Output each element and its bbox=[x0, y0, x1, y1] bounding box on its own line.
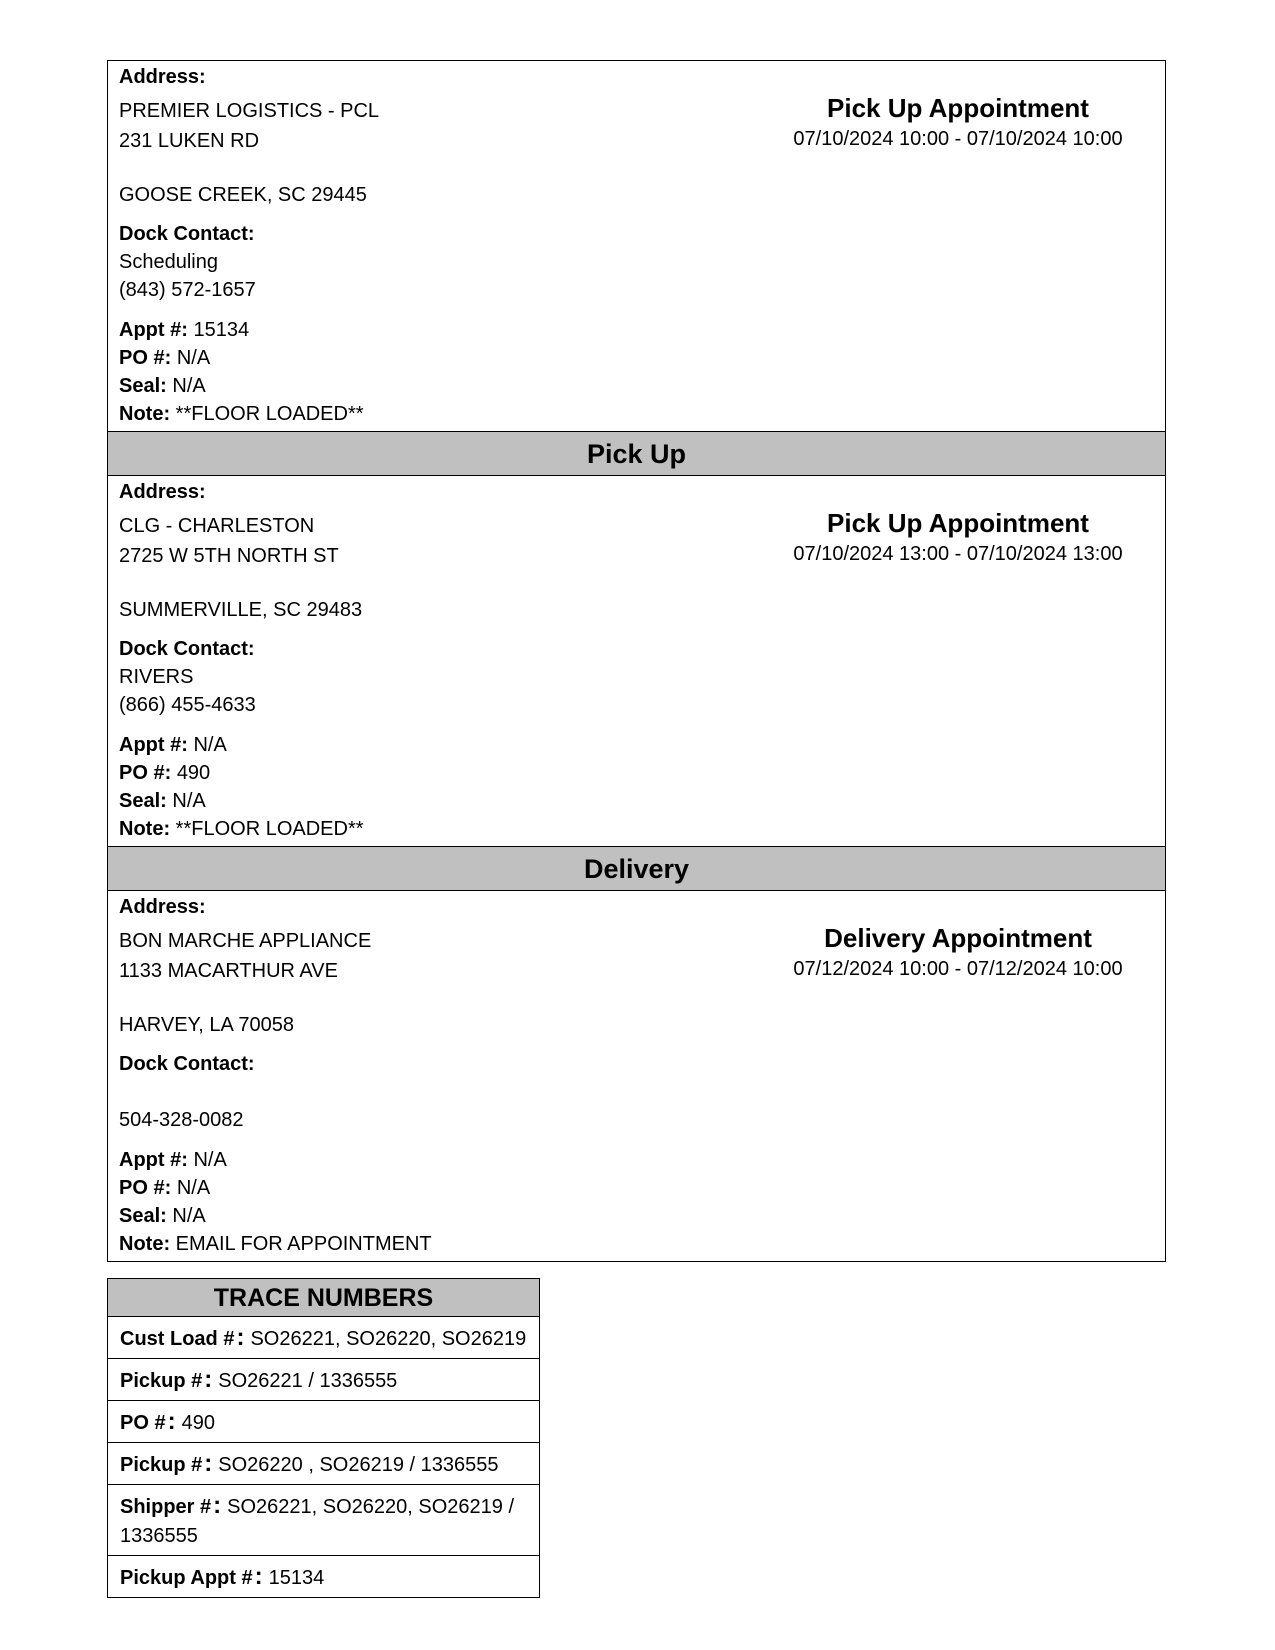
trace-value: SO26220 , SO26219 / 1336555 bbox=[218, 1454, 499, 1476]
trace-label: Cust Load # bbox=[120, 1328, 235, 1350]
appt-label: Appt #: bbox=[119, 1149, 188, 1171]
note-value: **FLOOR LOADED** bbox=[175, 403, 364, 425]
address-name: BON MARCHE APPLIANCE bbox=[119, 930, 372, 952]
seal-label: Seal: bbox=[119, 790, 167, 812]
appointment-range: 07/10/2024 13:00 - 07/10/2024 13:00 bbox=[793, 543, 1123, 565]
po-value: N/A bbox=[176, 347, 211, 369]
appointment-title: Pick Up Appointment bbox=[827, 508, 1089, 538]
trace-label: Pickup # bbox=[120, 1454, 203, 1476]
address-city: SUMMERVILLE, SC 29483 bbox=[119, 599, 363, 621]
appt-label: Appt #: bbox=[119, 734, 188, 756]
appointment-box bbox=[718, 921, 1198, 983]
po-label: PO #: bbox=[119, 1177, 172, 1199]
trace-value: SO26221 / 1336555 bbox=[218, 1370, 398, 1392]
dock-contact-phone: 504-328-0082 bbox=[119, 1109, 244, 1131]
po-label: PO #: bbox=[119, 762, 172, 784]
note-value: **FLOOR LOADED** bbox=[175, 818, 364, 840]
appointment-title: Pick Up Appointment bbox=[827, 93, 1089, 123]
appointment-range: 07/10/2024 10:00 - 07/10/2024 10:00 bbox=[793, 128, 1123, 150]
address-street: 231 LUKEN RD bbox=[119, 130, 260, 152]
stop-section-pickup bbox=[108, 431, 1165, 846]
trace-label: Pickup # bbox=[120, 1370, 203, 1392]
appt-value: 15134 bbox=[193, 319, 250, 341]
seal-label: Seal: bbox=[119, 1205, 167, 1227]
trace-label: PO # bbox=[120, 1412, 166, 1434]
po-value: 490 bbox=[176, 762, 211, 784]
appointment-box bbox=[718, 506, 1198, 568]
address-street: 1133 MACARTHUR AVE bbox=[119, 960, 338, 982]
stop-details bbox=[108, 476, 1165, 846]
trace-row-cust-load bbox=[108, 1317, 539, 1359]
stop-section-origin bbox=[108, 61, 1165, 431]
trace-row-pickup bbox=[108, 1359, 539, 1401]
dock-contact-label: Dock Contact: bbox=[119, 223, 255, 245]
dock-contact-name bbox=[119, 1078, 1165, 1106]
stop-details bbox=[108, 891, 1165, 1261]
appointment-range: 07/12/2024 10:00 - 07/12/2024 10:00 bbox=[793, 958, 1123, 980]
address-city: HARVEY, LA 70058 bbox=[119, 1014, 294, 1036]
address-label: Address: bbox=[119, 66, 206, 88]
trace-value: 490 bbox=[181, 1412, 215, 1434]
dock-contact-name: RIVERS bbox=[119, 666, 194, 688]
seal-value: N/A bbox=[172, 790, 206, 812]
seal-value: N/A bbox=[172, 375, 206, 397]
trace-label: Shipper # bbox=[120, 1496, 212, 1518]
seal-value: N/A bbox=[172, 1205, 206, 1227]
dock-contact-phone: (843) 572-1657 bbox=[119, 279, 256, 301]
address-label: Address: bbox=[119, 481, 206, 503]
po-label: PO #: bbox=[119, 347, 172, 369]
dock-contact-label: Dock Contact: bbox=[119, 638, 255, 660]
trace-numbers-table bbox=[107, 1278, 540, 1598]
trace-colon: : bbox=[204, 1450, 213, 1477]
trace-value: SO26221, SO26220, SO26219 bbox=[250, 1328, 527, 1350]
section-heading: Delivery bbox=[108, 847, 1165, 891]
note-label: Note: bbox=[119, 403, 171, 425]
dock-contact-name: Scheduling bbox=[119, 251, 218, 273]
note-label: Note: bbox=[119, 818, 171, 840]
dock-contact-label: Dock Contact: bbox=[119, 1053, 255, 1075]
trace-value: 15134 bbox=[268, 1567, 325, 1589]
section-heading: Pick Up bbox=[108, 432, 1165, 476]
load-document bbox=[107, 60, 1166, 1262]
appointment-title: Delivery Appointment bbox=[824, 923, 1092, 953]
dock-contact-phone: (866) 455-4633 bbox=[119, 694, 256, 716]
address-city: GOOSE CREEK, SC 29445 bbox=[119, 184, 367, 206]
appt-value: N/A bbox=[193, 734, 227, 756]
trace-colon: : bbox=[204, 1366, 213, 1393]
trace-row-pickup-2 bbox=[108, 1443, 539, 1485]
trace-colon: : bbox=[236, 1324, 245, 1351]
trace-colon: : bbox=[167, 1408, 176, 1435]
address-label: Address: bbox=[119, 896, 206, 918]
trace-row-shipper bbox=[108, 1485, 539, 1556]
trace-value: SO26221, SO26220, SO26219 / 1336555 bbox=[120, 1496, 515, 1547]
trace-colon: : bbox=[213, 1492, 222, 1519]
stop-details bbox=[108, 61, 1165, 431]
appt-label: Appt #: bbox=[119, 319, 188, 341]
seal-label: Seal: bbox=[119, 375, 167, 397]
trace-row-po bbox=[108, 1401, 539, 1443]
note-label: Note: bbox=[119, 1233, 171, 1255]
address-street: 2725 W 5TH NORTH ST bbox=[119, 545, 339, 567]
trace-row-pickup-appt bbox=[108, 1556, 539, 1597]
note-value: EMAIL FOR APPOINTMENT bbox=[175, 1233, 432, 1255]
appointment-box bbox=[718, 91, 1198, 153]
appt-value: N/A bbox=[193, 1149, 227, 1171]
po-value: N/A bbox=[176, 1177, 211, 1199]
address-name: PREMIER LOGISTICS - PCL bbox=[119, 100, 380, 122]
trace-numbers-title: TRACE NUMBERS bbox=[108, 1279, 539, 1317]
address-name: CLG - CHARLESTON bbox=[119, 515, 315, 537]
trace-label: Pickup Appt # bbox=[120, 1567, 253, 1589]
trace-colon: : bbox=[254, 1563, 263, 1590]
stop-section-delivery bbox=[108, 846, 1165, 1261]
